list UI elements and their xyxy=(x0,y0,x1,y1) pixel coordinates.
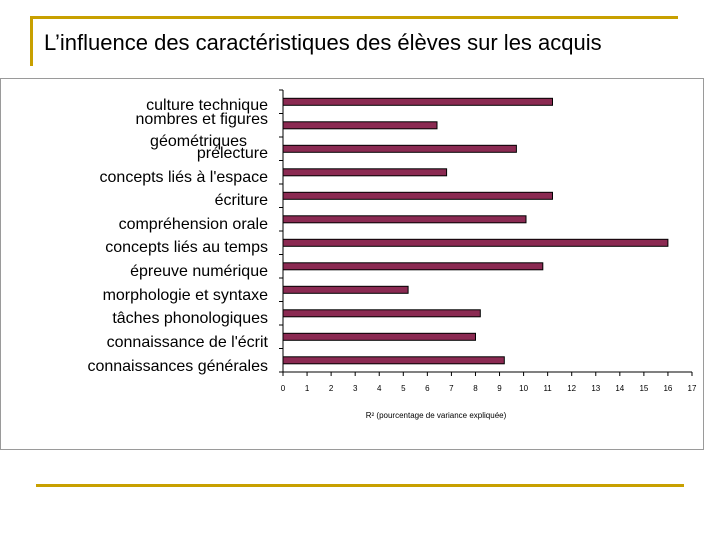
x-tick-label: 13 xyxy=(591,384,601,393)
category-label: connaissances générales xyxy=(87,358,268,375)
category-label: concepts liés au temps xyxy=(105,239,268,256)
category-label: compréhension orale xyxy=(118,216,268,233)
x-tick-label: 6 xyxy=(425,384,430,393)
x-tick-label: 11 xyxy=(543,384,552,393)
x-tick-label: 10 xyxy=(519,384,529,393)
x-tick-label: 0 xyxy=(280,384,286,393)
category-label: tâches phonologiques xyxy=(112,310,268,327)
bar xyxy=(283,216,526,223)
category-label: prélecture xyxy=(196,145,268,162)
x-tick-label: 5 xyxy=(401,384,406,393)
category-label: connaissance de l'écrit xyxy=(106,334,268,351)
bar xyxy=(283,122,437,129)
category-label: concepts liés à l'espace xyxy=(99,169,268,186)
x-axis-title: R² (pourcentage de variance expliquée) xyxy=(365,411,507,420)
x-tick-label: 3 xyxy=(352,384,358,393)
bar xyxy=(283,145,516,152)
x-tick-label: 7 xyxy=(449,384,454,393)
x-tick-label: 17 xyxy=(687,384,697,393)
category-label: épreuve numérique xyxy=(130,263,268,280)
bar xyxy=(283,310,480,317)
x-tick-label: 12 xyxy=(567,384,577,393)
x-tick-label: 16 xyxy=(663,384,673,393)
x-tick-label: 8 xyxy=(473,384,478,393)
bar xyxy=(283,192,553,199)
bar xyxy=(283,333,476,340)
bar xyxy=(283,263,543,270)
category-label: écriture xyxy=(214,192,268,209)
bar xyxy=(283,286,408,293)
slide-title: L’influence des caractéristiques des élèves sur les acquis xyxy=(44,30,602,55)
category-label-line: nombres et figures xyxy=(135,111,268,128)
bar xyxy=(283,169,447,176)
x-tick-label: 9 xyxy=(497,384,502,393)
bar xyxy=(283,98,553,105)
x-tick-label: 2 xyxy=(328,384,334,393)
bar xyxy=(283,239,668,246)
category-label: morphologie et syntaxe xyxy=(102,287,268,304)
x-tick-label: 14 xyxy=(615,384,625,393)
category-label: culture technique xyxy=(146,97,268,114)
footer-rule xyxy=(36,484,684,487)
x-tick-label: 4 xyxy=(376,384,382,393)
bar xyxy=(283,357,504,364)
x-tick-label: 15 xyxy=(639,384,649,393)
category-label-line: géométriques xyxy=(150,133,247,150)
x-tick-label: 1 xyxy=(304,384,310,393)
